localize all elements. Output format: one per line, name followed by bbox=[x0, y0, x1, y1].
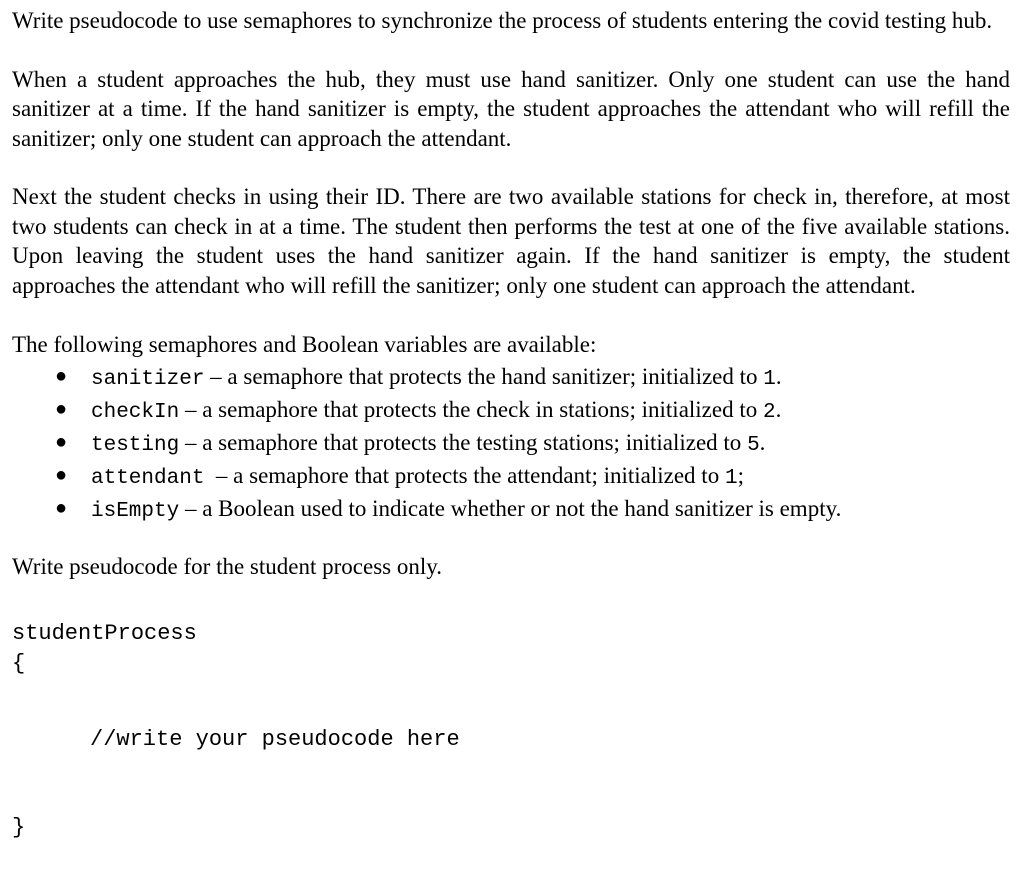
variable-name: checkIn bbox=[91, 400, 180, 424]
close-brace: } bbox=[12, 815, 26, 840]
variable-list bbox=[12, 360, 1010, 525]
variable-punctuation: . bbox=[775, 363, 782, 389]
variable-description: – a semaphore that protects the attendant; initialized to bbox=[204, 462, 725, 488]
bullet-icon: ● bbox=[55, 496, 68, 519]
variable-name: testing bbox=[91, 433, 180, 457]
sanitizer-rules-paragraph: When a student approaches the hub, they must use hand sanitizer. Only one student can use the hand sanitizer at a time. If the hand sanitizer is empty, the student approaches the attendant who will refill the sanitizer; only one student can approach the attendant. bbox=[12, 66, 1010, 151]
pseudocode-placeholder-comment: //write your pseudocode here bbox=[90, 727, 460, 752]
variable-initial-value: 1 bbox=[763, 367, 776, 391]
bullet-icon: ● bbox=[55, 463, 68, 486]
list-item bbox=[12, 492, 1010, 525]
bullet-icon: ● bbox=[55, 397, 68, 420]
list-item bbox=[12, 393, 1010, 426]
variable-name: sanitizer bbox=[91, 367, 205, 391]
bullet-icon: ● bbox=[55, 364, 68, 387]
variable-description: – a semaphore that protects the testing stations; initialized to bbox=[179, 429, 748, 455]
instruction-paragraph: Write pseudocode for the student process only. bbox=[12, 553, 442, 579]
list-item bbox=[12, 459, 1010, 492]
variable-description: – a Boolean used to indicate whether or not the hand sanitizer is empty. bbox=[179, 495, 842, 521]
bullet-icon: ● bbox=[55, 430, 68, 453]
variable-initial-value: 2 bbox=[763, 400, 776, 424]
variable-description: – a semaphore that protects the check in stations; initialized to bbox=[179, 396, 763, 422]
list-item bbox=[12, 426, 1010, 459]
checkin-rules-paragraph: Next the student checks in using their ID. There are two available stations for check in, therefore, at most two students can check in at a time. The student then performs the test at one of the five available stations. Upon leaving the student uses the hand sanitizer again. If the hand sanitizer is empty, the student approaches the attendant who will refill the sanitizer; only one student can approach the attendant. bbox=[12, 184, 1010, 298]
variable-punctuation: . bbox=[775, 396, 782, 422]
list-item bbox=[12, 360, 1010, 393]
variable-punctuation: . bbox=[759, 429, 766, 455]
open-brace: { bbox=[12, 651, 26, 676]
function-name: studentProcess bbox=[12, 621, 197, 646]
intro-paragraph: Write pseudocode to use semaphores to synchronize the process of students entering the covid testing hub. bbox=[12, 8, 993, 33]
variable-punctuation: ; bbox=[737, 462, 744, 488]
variable-initial-value: 1 bbox=[724, 466, 738, 490]
variables-intro: The following semaphores and Boolean variables are available: bbox=[12, 332, 597, 357]
variable-name: isEmpty bbox=[91, 499, 180, 523]
question-document bbox=[12, 6, 1010, 843]
variable-initial-value: 5 bbox=[747, 433, 760, 457]
variable-name: attendant bbox=[91, 466, 205, 490]
variable-description: – a semaphore that protects the hand sanitizer; initialized to bbox=[204, 363, 764, 389]
